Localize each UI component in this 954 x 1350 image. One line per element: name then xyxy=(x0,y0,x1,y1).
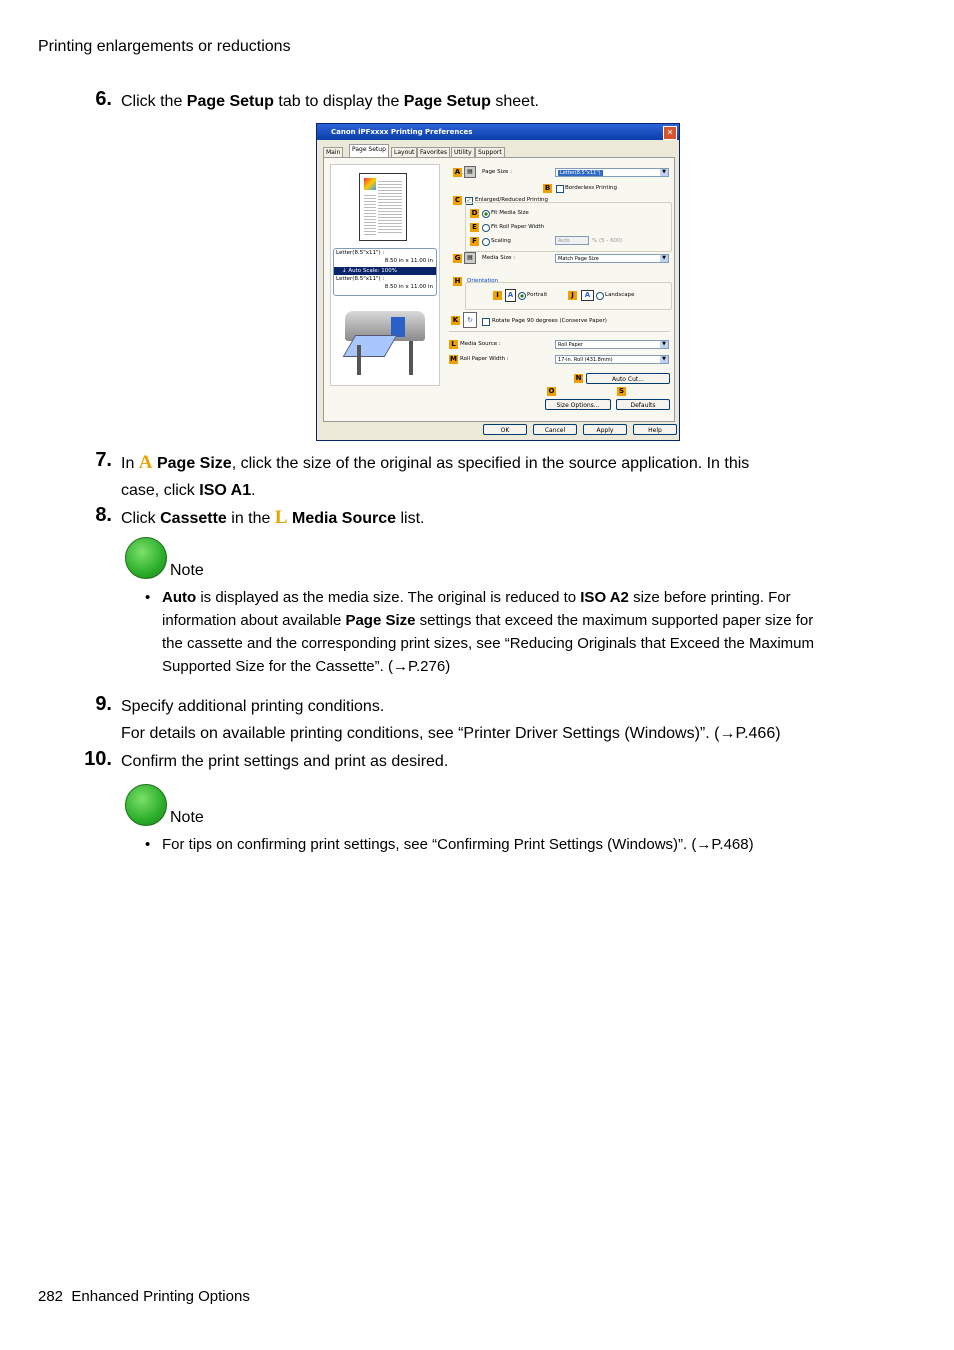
media-size-value: Match Page Size xyxy=(558,256,599,262)
fit-roll-label: Fit Roll Paper Width xyxy=(491,224,545,230)
step-8-t2: in the xyxy=(226,510,275,527)
printer-leg-right xyxy=(409,341,413,375)
rotate-label: Rotate Page 90 degrees (Conserve Paper) xyxy=(492,318,607,324)
chevron-down-icon: ▼ xyxy=(660,341,668,348)
step-7-t1: In xyxy=(121,455,139,472)
step-6-text xyxy=(121,88,539,115)
marker-e: E xyxy=(470,223,479,232)
page-header: Printing enlargements or reductions xyxy=(38,38,291,55)
marker-h: H xyxy=(454,277,461,285)
note-pencil-icon xyxy=(125,784,167,826)
step-number-7: 7. xyxy=(95,449,112,471)
marker-o: O xyxy=(548,387,555,395)
chevron-down-icon: ▼ xyxy=(660,255,668,262)
step-6-t1: Click the xyxy=(121,93,187,110)
output-size-dims: 8.50 in x 11.00 in xyxy=(384,284,433,290)
roll-width-value: 17-in. Roll (431.8mm) xyxy=(558,357,613,363)
page-size-icon: ▤ xyxy=(464,166,476,178)
landscape-label: Landscape xyxy=(605,292,635,298)
orientation-label: Orientation xyxy=(467,278,499,284)
page-number: 282 xyxy=(38,1288,64,1305)
note-1-text xyxy=(162,586,882,678)
step-7-text xyxy=(121,449,901,504)
step-number-8: 8. xyxy=(95,504,112,526)
marker-l: L xyxy=(449,340,458,349)
tab-main[interactable]: Main xyxy=(323,147,343,158)
fit-roll-radio[interactable] xyxy=(482,224,490,232)
footer-section: Enhanced Printing Options xyxy=(71,1288,250,1305)
step-8-b1: Cassette xyxy=(160,510,227,527)
portrait-label: Portrait xyxy=(527,292,548,298)
marker-g: G xyxy=(454,254,461,262)
cancel-button[interactable]: Cancel xyxy=(533,424,577,435)
chevron-down-icon: ▼ xyxy=(660,169,668,176)
auto-scale-row: ↓ Auto Scale: 100% xyxy=(334,267,436,275)
marker-d: D xyxy=(471,209,478,217)
original-size-label: Letter(8.5"x11") : xyxy=(336,250,385,256)
printing-preferences-dialog xyxy=(316,123,680,441)
step-7-t3: case, click xyxy=(121,482,200,499)
marker-n: N xyxy=(575,374,582,382)
preview-area xyxy=(330,164,440,386)
note-1-t2: size before printing. For xyxy=(628,589,791,606)
note-1-line3: the cassette and the corresponding print sizes, see “Reducing Originals that Exceed the Maximum xyxy=(162,635,815,652)
bullet-dot: • xyxy=(145,589,151,606)
page-footer xyxy=(38,1288,250,1305)
step-7-b2: ISO A1 xyxy=(199,482,252,499)
scaling-range: % (5 - 600) xyxy=(592,238,623,244)
size-options-button[interactable]: Size Options... xyxy=(545,399,611,410)
page-size-label: Page Size : xyxy=(482,169,512,175)
step-number-6: 6. xyxy=(95,88,112,110)
rotate-checkbox[interactable] xyxy=(482,318,490,326)
step-number-9: 9. xyxy=(95,693,112,715)
step-7-b1: Page Size xyxy=(156,455,232,472)
scaling-label: Scaling xyxy=(491,238,511,244)
size-info-box xyxy=(333,248,437,296)
fit-media-label: Fit Media Size xyxy=(491,210,529,216)
note-1-label: Note xyxy=(170,562,204,579)
scaling-radio[interactable] xyxy=(482,238,490,246)
printer-leg-left xyxy=(357,345,361,375)
auto-cut-button[interactable]: Auto Cut... xyxy=(586,373,670,384)
borderless-label: Borderless Printing xyxy=(565,185,617,191)
preview-image-icon xyxy=(364,178,376,190)
media-source-select[interactable] xyxy=(555,340,669,349)
media-source-label: Media Source : xyxy=(460,341,501,347)
step-8-letter: L xyxy=(274,507,288,528)
marker-m: M xyxy=(450,355,457,363)
marker-k: K xyxy=(452,316,459,324)
step-9-line1: Specify additional printing conditions. xyxy=(121,698,385,715)
defaults-button[interactable]: Defaults xyxy=(616,399,670,410)
page-size-select[interactable] xyxy=(555,168,669,177)
portrait-radio[interactable] xyxy=(518,292,526,300)
media-size-select[interactable] xyxy=(555,254,669,263)
step-8-t3: list. xyxy=(396,510,425,527)
printer-illustration xyxy=(339,305,435,381)
apply-button[interactable]: Apply xyxy=(583,424,627,435)
note-1-b1: Auto xyxy=(162,589,197,606)
page-size-value: Letter(8.5"x11") xyxy=(560,170,601,176)
landscape-icon: A xyxy=(581,290,594,301)
scaling-input[interactable]: Auto xyxy=(555,236,589,245)
enlarged-checkbox[interactable]: ✓ xyxy=(466,197,472,204)
step-7-letter: A xyxy=(138,452,153,473)
chevron-down-icon: ▼ xyxy=(660,356,668,363)
step-6-b2: Page Setup xyxy=(403,93,491,110)
separator xyxy=(449,331,670,332)
marker-j: J xyxy=(568,291,577,300)
step-8-t1: Click xyxy=(121,510,161,527)
tab-layout[interactable]: Layout xyxy=(391,147,417,158)
step-7-t2: , click the size of the original as specified in the source application. In this xyxy=(231,455,750,472)
preview-text-lines-left xyxy=(364,193,376,235)
step-6-t2: tab to display the xyxy=(273,93,404,110)
roll-width-label: Roll Paper Width : xyxy=(460,356,509,362)
borderless-checkbox[interactable] xyxy=(556,185,564,193)
ok-button[interactable]: OK xyxy=(483,424,527,435)
step-6-b1: Page Setup xyxy=(186,93,274,110)
tab-support[interactable]: Support xyxy=(475,147,505,158)
close-icon[interactable]: ✕ xyxy=(663,126,677,140)
marker-a: A xyxy=(454,168,461,176)
note-1-line2a: information about available xyxy=(162,612,346,629)
marker-s: S xyxy=(618,387,625,395)
auto-scale-label: Auto Scale: 100% xyxy=(348,268,397,274)
note-1-line4: Supported Size for the Cassette”. (→P.276) xyxy=(162,658,451,675)
marker-i: I xyxy=(493,291,502,300)
fit-media-radio[interactable] xyxy=(482,210,490,218)
step-8-b2: Media Source xyxy=(291,510,397,527)
media-size-label: Media Size : xyxy=(482,255,516,261)
page-preview xyxy=(359,173,407,241)
step-6-t3: sheet. xyxy=(490,93,539,110)
marker-c: C xyxy=(454,196,461,204)
note-1-b2: ISO A2 xyxy=(580,589,629,606)
tab-page-setup[interactable]: Page Setup xyxy=(349,144,389,158)
roll-width-select[interactable] xyxy=(555,355,669,364)
dialog-title: Canon iPFxxxx Printing Preferences xyxy=(317,124,679,140)
note-2-label: Note xyxy=(170,809,204,826)
page-setup-panel xyxy=(323,157,675,422)
note-1-b3: Page Size xyxy=(345,612,416,629)
marker-b: B xyxy=(544,184,551,192)
note-2-text: For tips on confirming print settings, see “Confirming Print Settings (Windows)”. (→P.468) xyxy=(162,836,754,853)
step-9-text xyxy=(121,693,921,747)
tab-utility[interactable]: Utility xyxy=(451,147,475,158)
printer-paper xyxy=(391,317,405,337)
output-size-label: Letter(8.5"x11") : xyxy=(336,276,385,282)
step-8-text xyxy=(121,504,424,532)
landscape-radio[interactable] xyxy=(596,292,604,300)
bullet-dot: • xyxy=(145,836,151,853)
note-1-line2b: settings that exceed the maximum supported paper size for xyxy=(415,612,814,629)
note-1-t1: is displayed as the media size. The original is reduced to xyxy=(196,589,581,606)
step-7-t4: . xyxy=(251,482,256,499)
marker-f: F xyxy=(470,237,479,246)
media-source-value: Roll Paper xyxy=(558,342,583,348)
portrait-icon: A xyxy=(505,289,516,302)
step-10-text: Confirm the print settings and print as desired. xyxy=(121,753,449,770)
rotate-icon: ↻ xyxy=(463,312,477,328)
note-pencil-icon xyxy=(125,537,167,579)
step-number-10: 10. xyxy=(84,748,112,770)
tab-favorites[interactable]: Favorites xyxy=(417,147,450,158)
media-size-icon: ▤ xyxy=(464,252,476,264)
help-button[interactable]: Help xyxy=(633,424,677,435)
step-9-line2: For details on available printing conditions, see “Printer Driver Settings (Windows)”. (→P.466) xyxy=(121,725,781,742)
enlarged-label: Enlarged/Reduced Printing xyxy=(475,197,548,203)
original-size-dims: 8.50 in x 11.00 in xyxy=(384,258,433,264)
preview-text-lines xyxy=(378,179,402,235)
